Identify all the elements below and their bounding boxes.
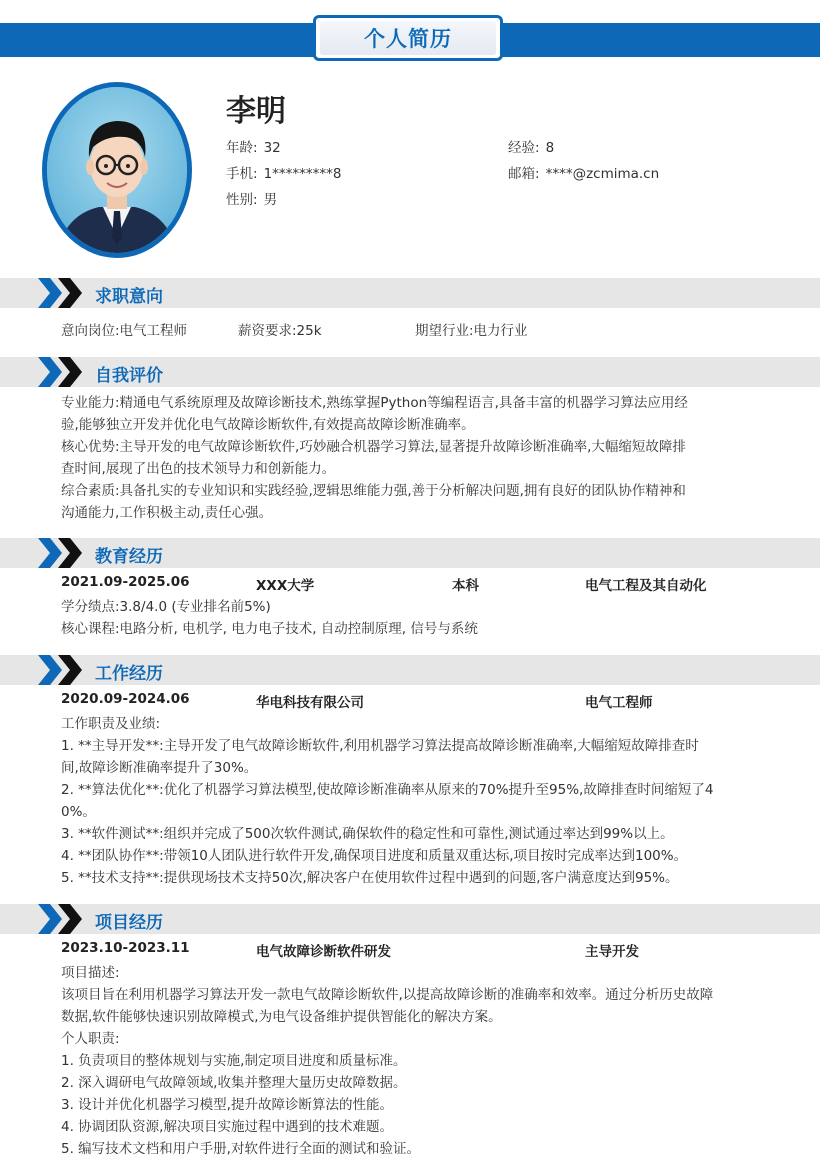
project-line: 数据,软件能够快速识别故障模式,为电气设备维护提供智能化的解决方案。 — [61, 1009, 502, 1025]
work-line: 1. **主导开发**:主导开发了电气故障诊断软件,利用机器学习算法提高故障诊断准确率,大幅缩短故障排查时 — [61, 738, 699, 754]
work-role: 电气工程师 — [585, 695, 653, 711]
experience-field — [508, 136, 554, 156]
project-line: 5. 编写技术文档和用户手册,对软件进行全面的测试和验证。 — [61, 1141, 420, 1157]
gender-label: 性别: — [226, 192, 258, 208]
section-title: 自我评价 — [95, 366, 163, 386]
gender-field — [226, 188, 277, 208]
self-line: 专业能力:精通电气系统原理及故障诊断技术,熟练掌握Python等编程语言,具备丰富的机器学习算法应用经 — [61, 395, 688, 411]
double-chevron-icon — [38, 655, 88, 685]
email-value: ****@zcmima.cn — [545, 166, 660, 182]
project-line: 项目描述: — [61, 965, 120, 981]
work-company: 华电科技有限公司 — [256, 695, 364, 711]
work-line: 0%。 — [61, 804, 96, 820]
email-field — [508, 162, 659, 182]
education-period: 2021.09-2025.06 — [61, 574, 190, 590]
intent-position: 意向岗位:电气工程师 — [61, 323, 188, 339]
double-chevron-icon — [38, 278, 88, 308]
self-line: 核心优势:主导开发的电气故障诊断软件,巧妙融合机器学习算法,显著提升故障诊断准确率,大幅缩短故障排 — [61, 439, 686, 455]
avatar — [42, 82, 192, 258]
section-header-work — [0, 655, 820, 685]
section-title: 项目经历 — [95, 913, 163, 933]
education-gpa: 学分绩点:3.8/4.0 (专业排名前5%) — [61, 599, 271, 615]
self-line: 验,能够独立开发并优化电气故障诊断软件,有效提高故障诊断准确率。 — [61, 417, 475, 433]
intent-salary: 薪资要求:25k — [238, 323, 322, 339]
intent-industry: 期望行业:电力行业 — [415, 323, 528, 339]
title-box — [313, 15, 503, 61]
work-line: 间,故障诊断准确率提升了30%。 — [61, 760, 258, 776]
avatar-portrait-image — [47, 87, 187, 253]
work-line: 5. **技术支持**:提供现场技术支持50次,解决客户在使用软件过程中遇到的问题,客户满意度达到95%。 — [61, 870, 679, 886]
section-header-education — [0, 538, 820, 568]
double-chevron-icon — [38, 904, 88, 934]
project-line: 个人职责: — [61, 1031, 120, 1047]
gender-value: 男 — [263, 192, 278, 208]
phone-label: 手机: — [226, 166, 258, 182]
section-title: 求职意向 — [95, 287, 163, 307]
project-line: 4. 协调团队资源,解决项目实施过程中遇到的技术难题。 — [61, 1119, 393, 1135]
section-header-intent — [0, 278, 820, 308]
double-chevron-icon — [38, 357, 88, 387]
candidate-name: 李明 — [226, 94, 286, 129]
project-role: 主导开发 — [585, 944, 639, 960]
age-value: 32 — [263, 140, 281, 156]
phone-value: 1*********8 — [263, 166, 342, 182]
project-name: 电气故障诊断软件研发 — [256, 944, 391, 960]
work-line: 2. **算法优化**:优化了机器学习算法模型,使故障诊断准确率从原来的70%提升至95%,故障排查时间缩短了4 — [61, 782, 714, 798]
email-label: 邮箱: — [508, 166, 540, 182]
double-chevron-icon — [38, 538, 88, 568]
age-label: 年龄: — [226, 140, 258, 156]
education-courses: 核心课程:电路分析, 电机学, 电力电子技术, 自动控制原理, 信号与系统 — [61, 621, 478, 637]
work-line: 3. **软件测试**:组织并完成了500次软件测试,确保软件的稳定性和可靠性,测试通过率达到99%以上。 — [61, 826, 674, 842]
project-line: 该项目旨在利用机器学习算法开发一款电气故障诊断软件,以提高故障诊断的准确率和效率。通过分析历史故障 — [61, 987, 714, 1003]
age-field — [226, 136, 281, 156]
work-period: 2020.09-2024.06 — [61, 691, 190, 707]
experience-label: 经验: — [508, 140, 540, 156]
work-line: 工作职责及业绩: — [61, 716, 161, 732]
section-title: 教育经历 — [95, 547, 163, 567]
phone-field — [226, 162, 342, 182]
experience-value: 8 — [545, 140, 555, 156]
project-period: 2023.10-2023.11 — [61, 940, 190, 956]
section-title: 工作经历 — [95, 664, 163, 684]
education-degree: 本科 — [452, 578, 479, 594]
work-line: 4. **团队协作**:带领10人团队进行软件开发,确保项目进度和质量双重达标,项目按时完成率达到100%。 — [61, 848, 688, 864]
project-line: 2. 深入调研电气故障领域,收集并整理大量历史故障数据。 — [61, 1075, 407, 1091]
section-header-project — [0, 904, 820, 934]
education-major: 电气工程及其自动化 — [585, 578, 707, 594]
self-line: 综合素质:具备扎实的专业知识和实践经验,逻辑思维能力强,善于分析解决问题,拥有良好的团队协作精神和 — [61, 483, 686, 499]
self-line: 查时间,展现了出色的技术领导力和创新能力。 — [61, 461, 336, 477]
page-title: 个人简历 — [320, 21, 496, 55]
project-line: 1. 负责项目的整体规划与实施,制定项目进度和质量标准。 — [61, 1053, 407, 1069]
self-line: 沟通能力,工作积极主动,责任心强。 — [61, 505, 273, 521]
education-school: XXX大学 — [256, 578, 315, 594]
section-header-self — [0, 357, 820, 387]
project-line: 3. 设计并优化机器学习模型,提升故障诊断算法的性能。 — [61, 1097, 393, 1113]
